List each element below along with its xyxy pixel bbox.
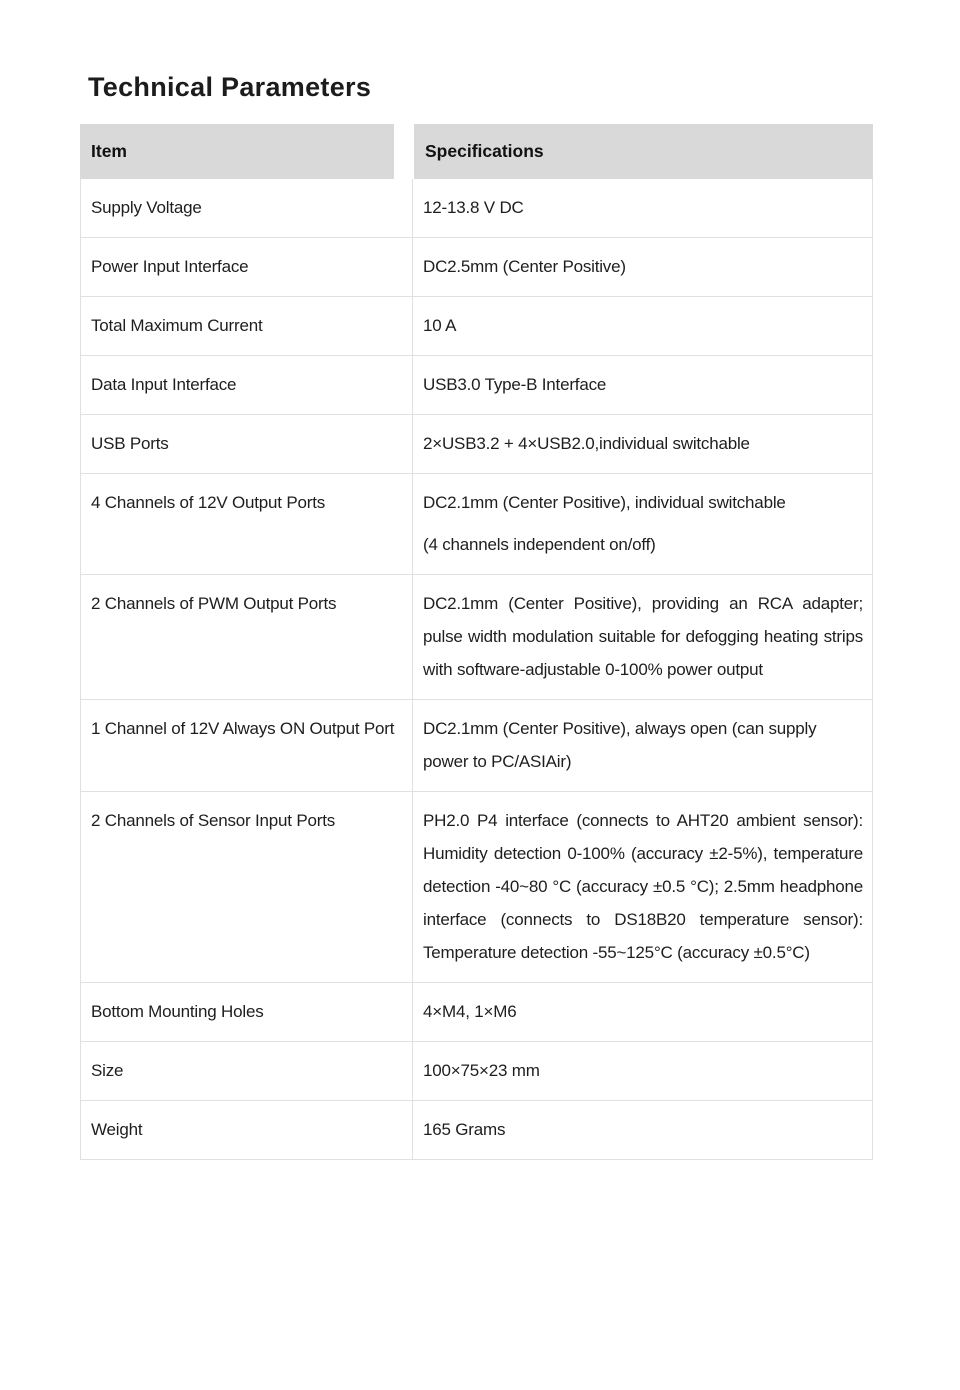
table-row xyxy=(81,297,872,356)
spec-text: 4×M4, 1×M6 xyxy=(423,1002,517,1021)
spec-text: 2×USB3.2 + 4×USB2.0,individual switchable xyxy=(423,434,750,453)
header-cell-gap xyxy=(394,124,414,179)
spec-text: 10 A xyxy=(423,316,457,335)
technical-parameters-table xyxy=(80,124,873,1160)
item-cell: 1 Channel of 12V Always ON Output Port xyxy=(81,700,413,791)
specs-cell xyxy=(413,297,872,355)
item-cell: Bottom Mounting Holes xyxy=(81,983,413,1041)
specs-cell xyxy=(413,415,872,473)
spec-text: USB3.0 Type-B Interface xyxy=(423,375,607,394)
specs-cell xyxy=(413,1042,872,1100)
table-row xyxy=(81,700,872,792)
column-header-specifications: Specifications xyxy=(414,124,873,179)
spec-text: (4 channels independent on/off) xyxy=(423,535,656,554)
spec-text: DC2.1mm (Center Positive), always open (can supply power to PC/ASIAir) xyxy=(423,719,817,771)
item-cell: 2 Channels of Sensor Input Ports xyxy=(81,792,413,982)
table-row xyxy=(81,1042,872,1101)
specs-cell xyxy=(413,1101,872,1159)
table-row xyxy=(81,179,872,238)
table-row xyxy=(81,1101,872,1159)
table-body xyxy=(81,179,872,1159)
item-cell: Total Maximum Current xyxy=(81,297,413,355)
item-cell: Supply Voltage xyxy=(81,179,413,237)
spec-text: DC2.5mm (Center Positive) xyxy=(423,257,626,276)
table-row xyxy=(81,575,872,700)
specs-cell xyxy=(413,700,872,791)
spec-text: 12-13.8 V DC xyxy=(423,198,524,217)
item-cell: 4 Channels of 12V Output Ports xyxy=(81,474,413,574)
table-header-row xyxy=(80,124,873,179)
table-row xyxy=(81,792,872,983)
item-cell: Size xyxy=(81,1042,413,1100)
specs-cell xyxy=(413,792,872,982)
item-cell: Power Input Interface xyxy=(81,238,413,296)
table-row xyxy=(81,238,872,297)
specs-cell xyxy=(413,356,872,414)
table-row xyxy=(81,356,872,415)
item-cell: USB Ports xyxy=(81,415,413,473)
specs-cell xyxy=(413,179,872,237)
table-row xyxy=(81,415,872,474)
table-row xyxy=(81,474,872,575)
item-cell: Weight xyxy=(81,1101,413,1159)
specs-cell xyxy=(413,474,872,574)
spec-text: 100×75×23 mm xyxy=(423,1061,540,1080)
specs-cell xyxy=(413,238,872,296)
item-cell: 2 Channels of PWM Output Ports xyxy=(81,575,413,699)
spec-text: DC2.1mm (Center Positive), providing an RCA adapter; pulse width modulation suitable for defogging heating strips with software-adjustable 0-100% power output xyxy=(423,594,863,679)
item-cell: Data Input Interface xyxy=(81,356,413,414)
table-row xyxy=(81,983,872,1042)
spec-text: DC2.1mm (Center Positive), individual switchable xyxy=(423,493,786,512)
column-header-item: Item xyxy=(80,124,394,179)
spec-text: PH2.0 P4 interface (connects to AHT20 ambient sensor): Humidity detection 0-100% (accuracy ±2-5%), temperature detection -40~80 °C (accuracy ±0.5 °C); 2.5mm headphone interface (connects to DS18B20 temperature sensor): Temperature detection -55~125°C (accuracy ±0.5°C) xyxy=(423,811,863,962)
specs-cell xyxy=(413,983,872,1041)
page-title: Technical Parameters xyxy=(88,72,372,102)
specs-cell xyxy=(413,575,872,699)
spec-text: 165 Grams xyxy=(423,1120,506,1139)
